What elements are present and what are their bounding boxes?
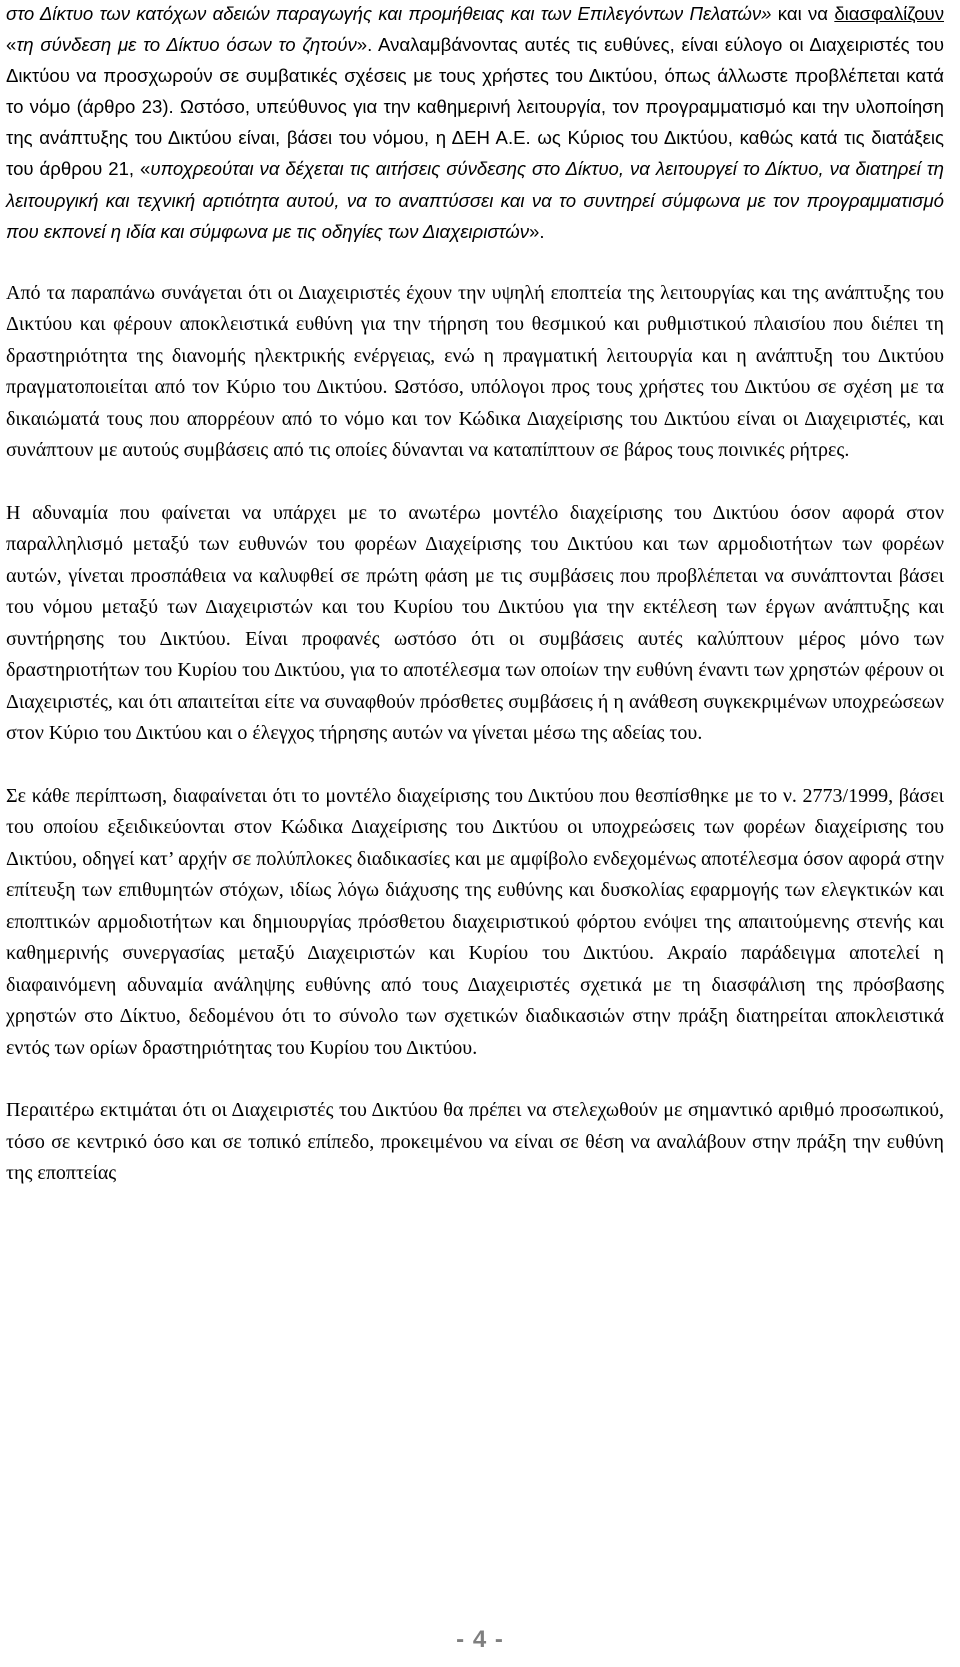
paragraph-1-quote-c: υποχρεούται να δέχεται τις αιτήσεις σύνδεσης στο Δίκτυο, να λειτουργεί το Δίκτυο, να διατηρεί τη λειτουργική και τεχνική αρτιότητα αυτού, να το αναπτύσσει και να το συντηρεί σύμφωνα με τον προγραμματισμό που εκπονεί η ιδία και σύμφωνα με τις οδηγίες των Διαχειριστών bbox=[6, 158, 944, 242]
paragraph-gap bbox=[6, 247, 944, 278]
paragraph-1-text-c: ». Αναλαμβάνοντας αυτές τις ευθύνες, είναι εύλογο οι Διαχειριστές του Δικτύου να προσχωρούν σε συμβατικές σχέσεις με τους χρήστες του Δικτύου, όπως άλλωστε προβλέπεται κατά το νόμο (άρθρο 23). Ωστόσο, υπεύθυνος για την καθημερινή λειτουργία, τον προγραμματισμό και την υλοποίηση της ανάπτυξης του Δικτύου είναι, βάσει του νόμου, η ΔΕΗ Α.Ε. ως Κύριος του Δικτύου, καθώς κατά τις διατάξεις του άρθρου 21, « bbox=[6, 34, 945, 180]
paragraph-1-text-a: και να bbox=[771, 3, 835, 24]
paragraph-1 bbox=[6, 0, 944, 247]
paragraph-gap bbox=[6, 750, 944, 781]
paragraph-1-quote-a: στο Δίκτυο των κατόχων αδειών παραγωγής και προμήθειας και των Επιλεγόντων Πελατών» bbox=[6, 3, 772, 24]
paragraph-5: Περαιτέρω εκτιμάται ότι οι Διαχειριστές του Δικτύου θα πρέπει να στελεχωθούν με σημαντικό αριθμό προσωπικού, τόσο σε κεντρικό όσο και σε τοπικό επίπεδο, προκειμένου να είναι σε θέση να αναλάβουν στην πράξη την ευθύνη της εποπτείας bbox=[6, 1099, 944, 1185]
paragraph-4: Σε κάθε περίπτωση, διαφαίνεται ότι το μοντέλο διαχείρισης του Δικτύου που θεσπίσθηκε με το ν. 2773/1999, βάσει του οποίου εξειδικεύονται στον Κώδικα Διαχείρισης του Δικτύου οι υποχρεώσεις των φορέων διαχείρισης του Δικτύου, οδηγεί κατ’ αρχήν σε πολύπλοκες διαδικασίες και με αμφίβολο ενδεχομένως αποτέλεσμα όσον αφορά στην επίτευξη των επιθυμητών στόχων, ιδίως λόγω διάχυσης της ευθύνης και δυσκολίας εφαρμογής των ελεγκτικών και εποπτικών αρμοδιοτήτων και δημιουργίας πρόσθετου διαχειριστικού φόρτου ενόψει της απαιτούμενης στενής και καθημερινής συνεργασίας μεταξύ Διαχειριστών και Κυρίου του Δικτύου. Ακραίο παράδειγμα αποτελεί η διαφαινόμενη αδυναμία ανάληψης ευθύνης από τους Διαχειριστές σχετικά με τη διασφάλιση της πρόσβασης χρηστών στο Δίκτυο, δεδομένου ότι το σύνολο των σχετικών διαδικασιών στην πράξη διατηρείται αποκλειστικά εντός των ορίων δραστηριότητας του Κυρίου του Δικτύου. bbox=[6, 784, 944, 1059]
document-body bbox=[6, 0, 944, 1190]
page-number: - 4 - bbox=[456, 1626, 504, 1653]
paragraph-2: Από τα παραπάνω συνάγεται ότι οι Διαχειριστές έχουν την υψηλή εποπτεία της λειτουργίας και της ανάπτυξης του Δικτύου και φέρουν αποκλειστικά ευθύνη για την τήρηση του θεσμικού και ρυθμιστικού πλαισίου που διέπει τη δραστηριότητα της διανομής ηλεκτρικής ενέργειας, ενώ η πραγματική λειτουργία και η ανάπτυξη του Δικτύου πραγματοποιείται από τον Κύριο του Δικτύου. Ωστόσο, υπόλογοι προς τους χρήστες του Δικτύου σε σχέση με τα δικαιώματά τους που απορρέουν από το νόμο και τον Κώδικα Διαχείρισης του Δικτύου είναι οι Διαχειριστές, και συνάπτουν με αυτούς συμβάσεις από τις οποίες δύνανται να καταπίπτουν σε βάρος τους ποινικές ρήτρες. bbox=[6, 281, 944, 462]
paragraph-1-text-b: « bbox=[6, 34, 17, 56]
paragraph-3: Η αδυναμία που φαίνεται να υπάρχει με το ανωτέρω μοντέλο διαχείρισης του Δικτύου όσον αφορά στον παραλληλισμό μεταξύ των ευθυνών του φορέων Διαχείρισης του Δικτύου και των αρμοδιοτήτων των φορέων αυτών, γίνεται προσπάθεια να καλυφθεί σε πρώτη φάση με τις συμβάσεις που προβλέπεται να συνάπτονται βάσει του νόμου μεταξύ των Διαχειριστών και του Κυρίου του Δικτύου για την εκτέλεση των έργων ανάπτυξης και συντήρησης του Δικτύου. Είναι προφανές ωστόσο ότι οι συμβάσεις αυτές καλύπτουν μέρος μόνο των δραστηριοτήτων του Κυρίου του Δικτύου, για το αποτέλεσμα των οποίων την ευθύνη έναντι των χρηστών φέρουν οι Διαχειριστές, και ότι απαιτείται είτε να συναφθούν πρόσθετες συμβάσεις ή η ανάθεση συγκεκριμένων υποχρεώσεων στον Κύριο του Δικτύου και ο έλεγχος τήρησης αυτών να γίνεται μέσω της αδείας του. bbox=[6, 501, 944, 745]
paragraph-gap bbox=[6, 467, 944, 498]
paragraph-gap bbox=[6, 1064, 944, 1095]
paragraph-1-text-d: ». bbox=[529, 220, 545, 242]
paragraph-1-underlined-word: διασφαλίζουν bbox=[834, 3, 945, 24]
paragraph-1-quote-b: τη σύνδεση με το Δίκτυο όσων το ζητούν bbox=[16, 34, 357, 56]
